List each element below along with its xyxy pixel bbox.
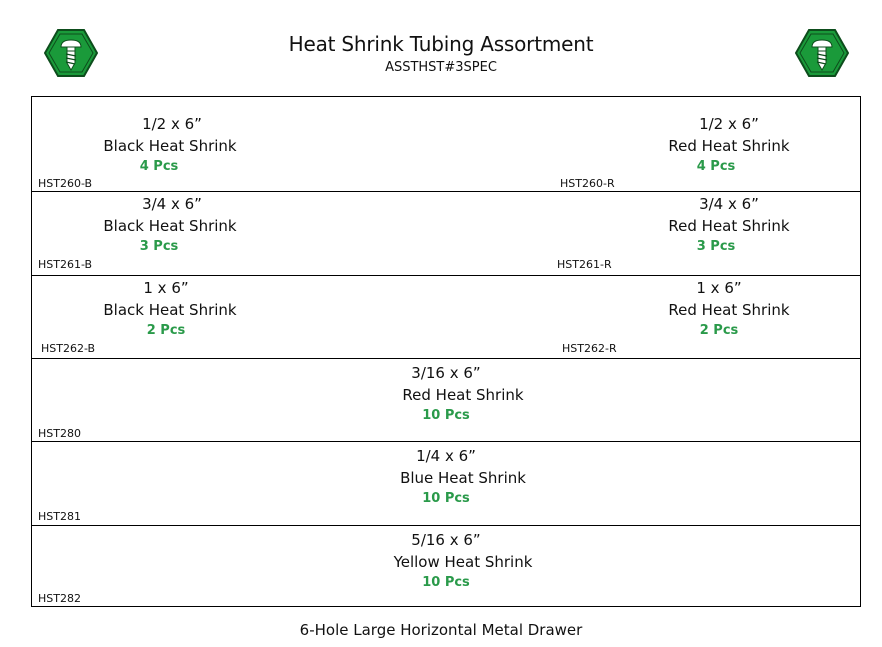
compartment-right (446, 192, 860, 275)
compartment-left (32, 97, 446, 191)
size-label: 1 x 6” (143, 279, 189, 297)
description-label: Black Heat Shrink (103, 137, 237, 155)
sku-label: HST261-B (38, 258, 93, 271)
compartment-full (32, 526, 860, 606)
size-label: 3/4 x 6” (142, 195, 202, 213)
drawer-row (32, 97, 860, 192)
page-title: Heat Shrink Tubing Assortment (288, 32, 594, 56)
quantity-label: 10 Pcs (422, 408, 470, 423)
drawer-layout (31, 96, 861, 607)
drawer-row (32, 526, 860, 606)
compartment-right (446, 276, 860, 358)
size-label: 3/16 x 6” (411, 364, 481, 382)
description-label: Yellow Heat Shrink (393, 553, 533, 571)
drawer-row (32, 192, 860, 276)
sku-label: HST260-B (38, 177, 93, 190)
quantity-label: 10 Pcs (422, 575, 470, 590)
size-label: 5/16 x 6” (411, 531, 481, 549)
description-label: Red Heat Shrink (668, 217, 790, 235)
compartment-full (32, 359, 860, 441)
sku-label: HST262-B (41, 342, 96, 355)
quantity-label: 3 Pcs (696, 239, 736, 254)
compartment-left (32, 192, 446, 275)
description-label: Red Heat Shrink (402, 386, 524, 404)
description-label: Red Heat Shrink (668, 301, 790, 319)
quantity-label: 10 Pcs (422, 491, 470, 506)
sku-label: HST261-R (557, 258, 612, 271)
drawer-row (32, 276, 860, 359)
quantity-label: 4 Pcs (139, 159, 179, 174)
compartment-full (32, 442, 860, 525)
description-label: Black Heat Shrink (103, 301, 237, 319)
size-label: 3/4 x 6” (699, 195, 759, 213)
quantity-label: 2 Pcs (699, 323, 739, 338)
sku-label: HST280 (38, 427, 81, 440)
size-label: 1/4 x 6” (416, 447, 476, 465)
sku-label: HST262-R (562, 342, 617, 355)
description-label: Black Heat Shrink (103, 217, 237, 235)
drawer-row (32, 359, 860, 442)
footer-caption: 6-Hole Large Horizontal Metal Drawer (299, 621, 583, 639)
compartment-right (446, 97, 860, 191)
sku-label: HST282 (38, 592, 81, 605)
size-label: 1/2 x 6” (699, 115, 759, 133)
size-label: 1/2 x 6” (142, 115, 202, 133)
description-label: Blue Heat Shrink (400, 469, 526, 487)
sku-label: HST260-R (560, 177, 615, 190)
quantity-label: 4 Pcs (696, 159, 736, 174)
assortment-code: ASSTHST#3SPEC (385, 60, 497, 75)
drawer-row (32, 442, 860, 526)
compartment-left (32, 276, 446, 358)
quantity-label: 3 Pcs (139, 239, 179, 254)
size-label: 1 x 6” (696, 279, 742, 297)
description-label: Red Heat Shrink (668, 137, 790, 155)
sku-label: HST281 (38, 510, 81, 523)
quantity-label: 2 Pcs (146, 323, 186, 338)
